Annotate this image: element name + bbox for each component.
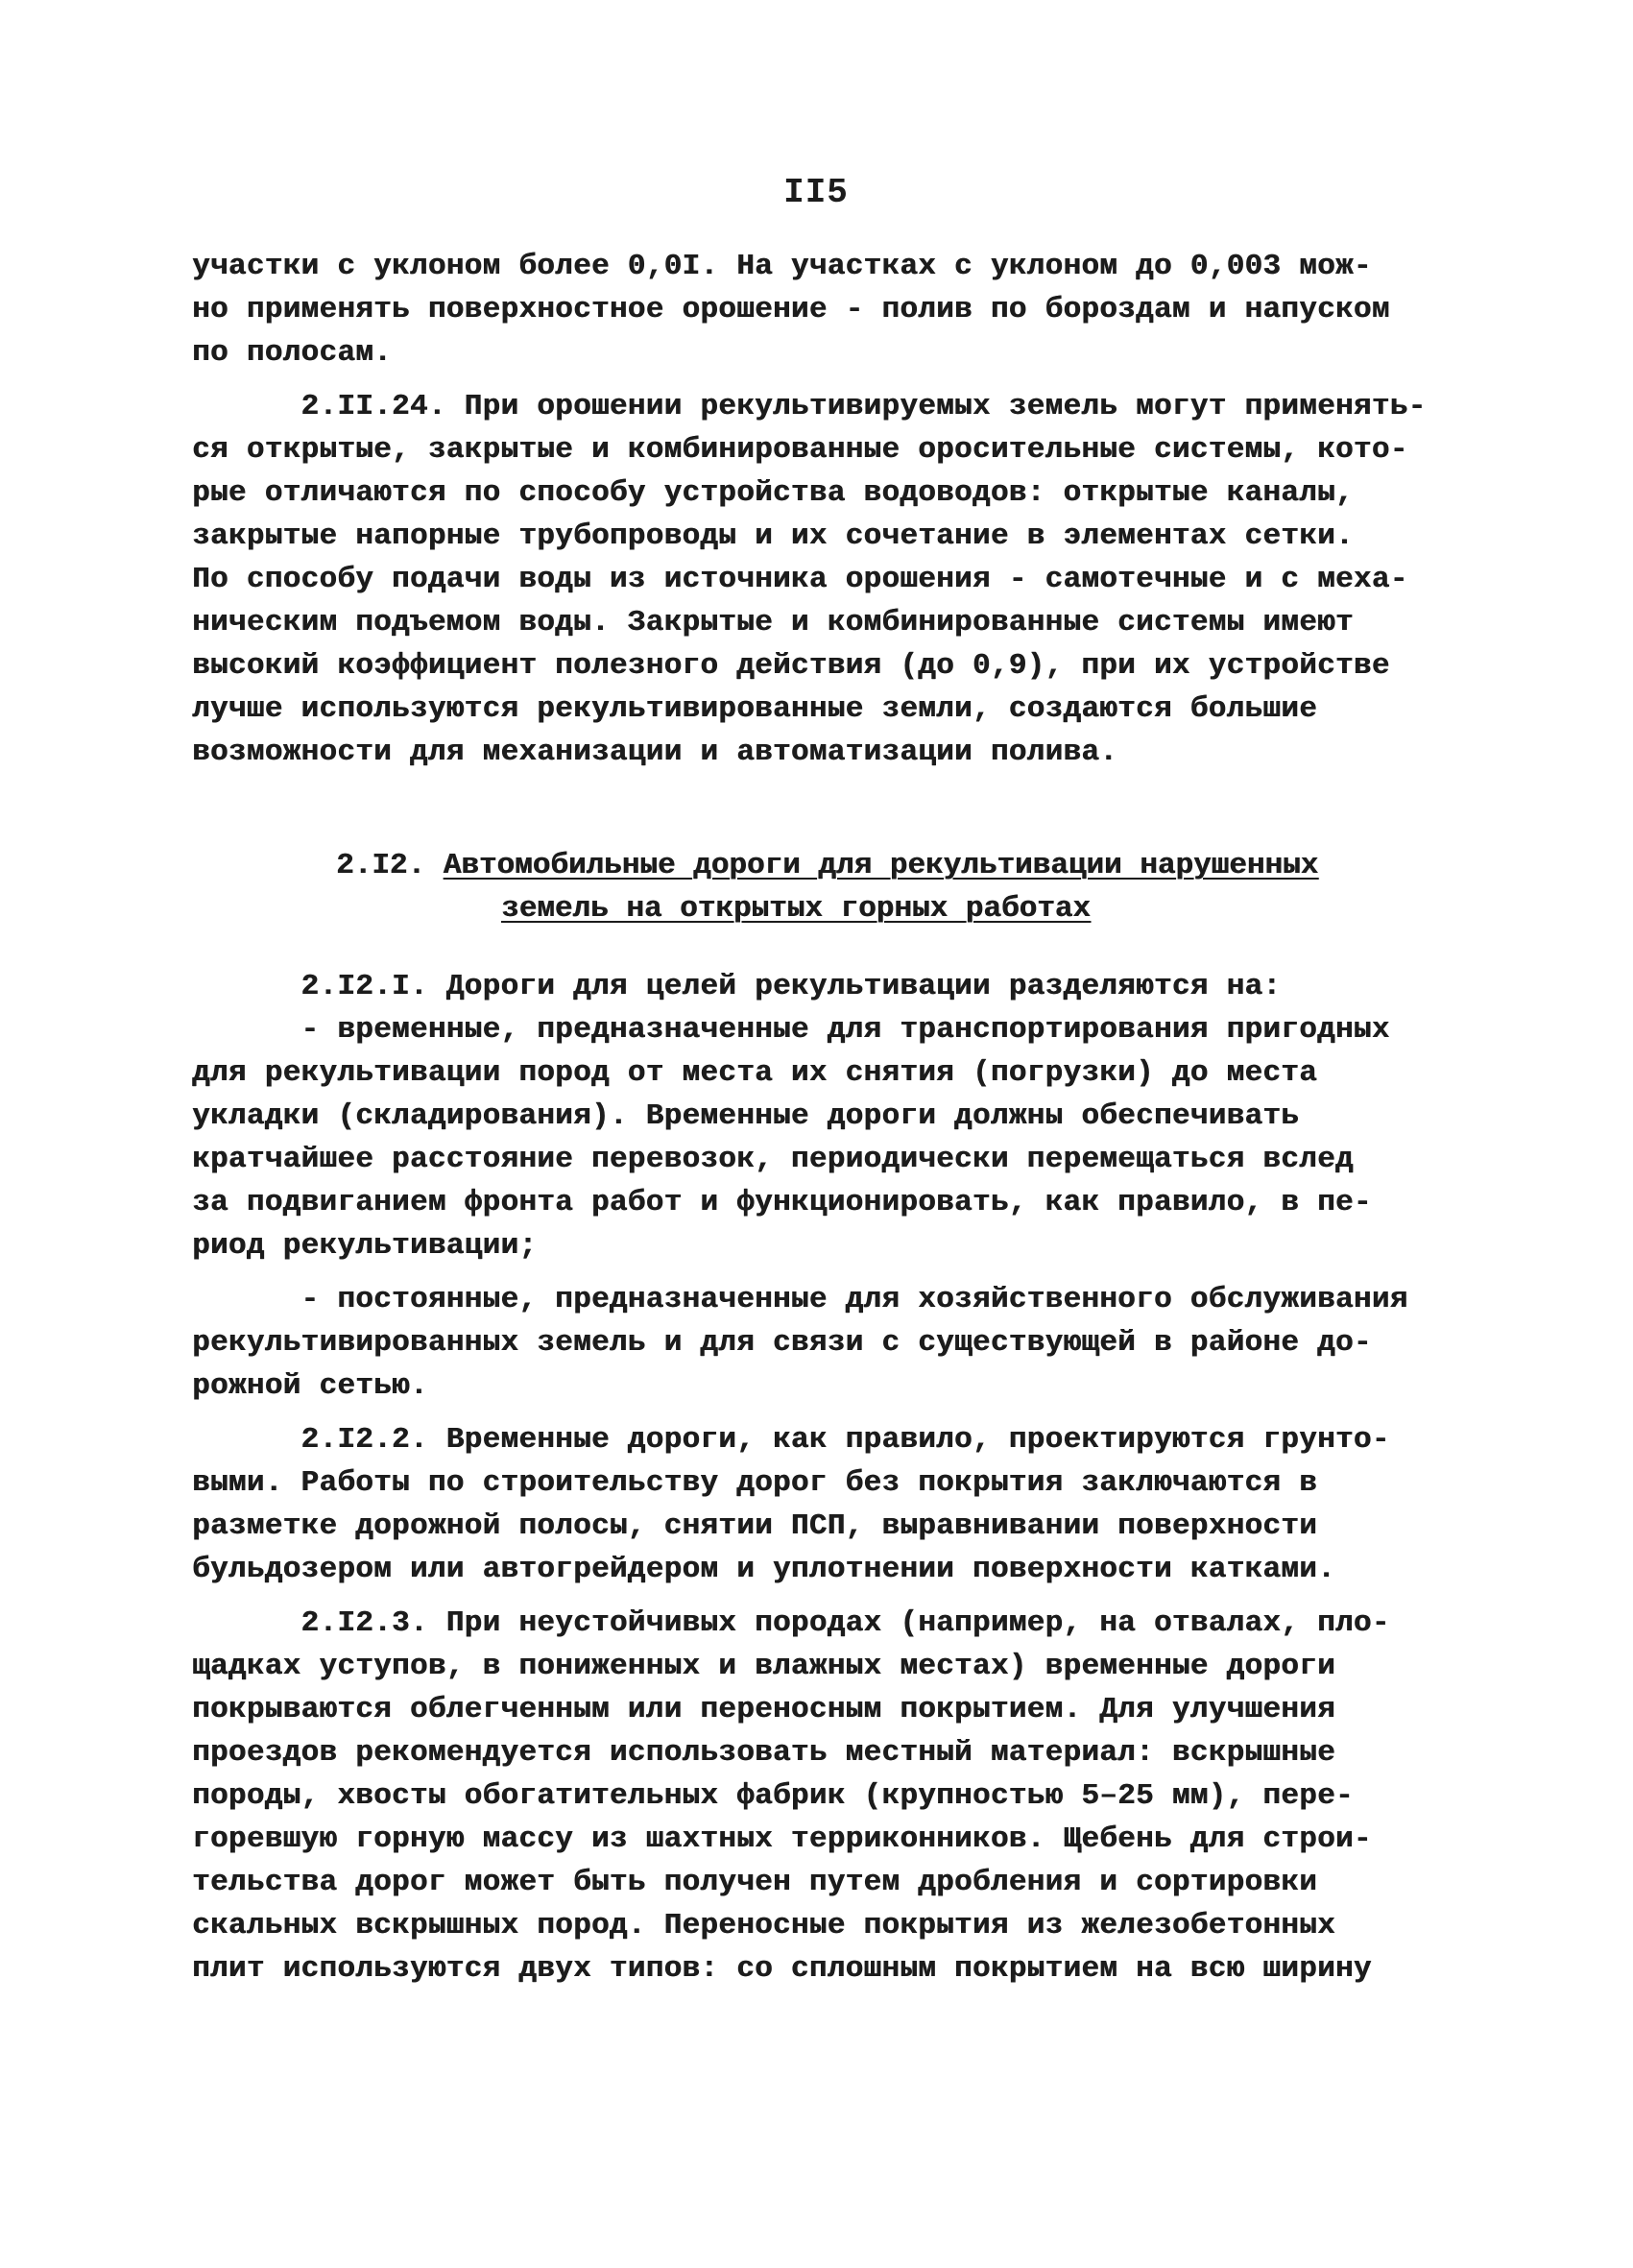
- text-line: 2.II.24. При орошении рекультивируемых земель могут применять-: [192, 390, 1427, 423]
- text-line: но применять поверхностное орошение - полив по бороздам и напуском: [192, 293, 1390, 326]
- text-line: риод рекультивации;: [192, 1229, 538, 1263]
- text-line: покрываются облегченным или переносным покрытием. Для улучшения: [192, 1693, 1335, 1726]
- section-heading-line-2: [501, 890, 1091, 929]
- text-line: проездов рекомендуется использовать местный материал: вскрышные: [192, 1736, 1335, 1770]
- text-line: рожной сетью.: [192, 1369, 428, 1403]
- text-line: тельства дорог может быть получен путем дробления и сортировки: [192, 1866, 1317, 1899]
- text-line: рые отличаются по способу устройства водоводов: открытые каналы,: [192, 476, 1354, 510]
- text-line: 2.I2.2. Временные дороги, как правило, проектируются грунто-: [192, 1423, 1390, 1457]
- text-line: - временные, предназначенные для транспортирования пригодных: [192, 1013, 1390, 1047]
- text-line: ническим подъемом воды. Закрытые и комбинированные системы имеют: [192, 606, 1354, 639]
- text-line: по полосам.: [192, 336, 392, 370]
- page-number: II5: [783, 173, 849, 212]
- text-line: 2.I2.3. При неустойчивых породах (например, на отвалах, пло-: [192, 1606, 1390, 1640]
- text-line: выми. Работы по строительству дорог без покрытия заключаются в: [192, 1466, 1317, 1500]
- text-line: породы, хвосты обогатительных фабрик (крупностью 5–25 мм), пере-: [192, 1779, 1354, 1813]
- text-line: 2.I2.I. Дороги для целей рекультивации разделяются на:: [192, 970, 1282, 1003]
- text-line: закрытые напорные трубопроводы и их сочетание в элементах сетки.: [192, 519, 1354, 553]
- text-line: кратчайшее расстояние перевозок, периодически перемещаться вслед: [192, 1143, 1354, 1176]
- text-line: плит используются двух типов: со сплошным покрытием на всю ширину: [192, 1952, 1372, 1986]
- section-heading-line-1: [336, 847, 1318, 885]
- text-line: участки с уклоном более 0,0I. На участках с уклоном до 0,003 мож-: [192, 250, 1372, 283]
- text-line: разметке дорожной полосы, снятии ПСП, выравнивании поверхности: [192, 1509, 1317, 1543]
- text-line: для рекультивации пород от места их снятия (погрузки) до места: [192, 1056, 1317, 1090]
- text-line: за подвиганием фронта работ и функционировать, как правило, в пе-: [192, 1186, 1372, 1219]
- text-line: возможности для механизации и автоматизации полива.: [192, 736, 1118, 769]
- text-line: бульдозером или автогрейдером и уплотнении поверхности катками.: [192, 1553, 1335, 1586]
- text-line: ся открытые, закрытые и комбинированные оросительные системы, кото-: [192, 433, 1408, 467]
- text-line: лучше используются рекультивированные земли, создаются большие: [192, 692, 1317, 726]
- section-number: 2.I2.: [336, 849, 426, 882]
- text-line: укладки (складирования). Временные дороги должны обеспечивать: [192, 1099, 1300, 1133]
- text-line: - постоянные, предназначенные для хозяйственного обслуживания: [192, 1283, 1408, 1316]
- text-line: высокий коэффициент полезного действия (до 0,9), при их устройстве: [192, 649, 1390, 683]
- section-title-part-1: Автомобильные дороги для рекультивации нарушенных: [443, 849, 1319, 882]
- text-line: рекультивированных земель и для связи с существующей в районе до-: [192, 1326, 1372, 1360]
- text-line: скальных вскрышных пород. Переносные покрытия из железобетонных: [192, 1909, 1335, 1942]
- text-line: По способу подачи воды из источника орошения - самотечные и с меха-: [192, 563, 1408, 596]
- section-title-part-2: земель на открытых горных работах: [501, 892, 1091, 926]
- text-line: щадках уступов, в пониженных и влажных местах) временные дороги: [192, 1650, 1335, 1683]
- text-line: горевшую горную массу из шахтных терриконников. Щебень для строи-: [192, 1822, 1372, 1856]
